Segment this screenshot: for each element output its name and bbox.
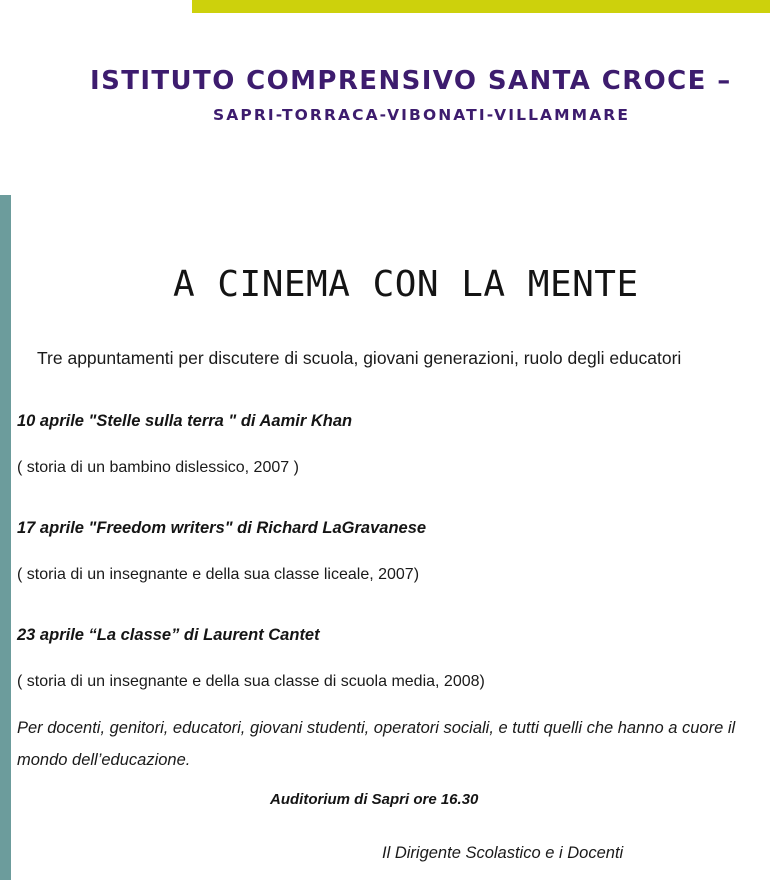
audience-note: Per docenti, genitori, educatori, giovani studenti, operatori sociali, e tutti quelli che hanno a cuore il mondo dell’educazione. [17,719,736,769]
screening-1-description: ( storia di un bambino dislessico, 2007 ) [17,459,299,476]
side-accent-bar [0,195,11,880]
screening-3-description: ( storia di un insegnante e della sua classe di scuola media, 2008) [17,673,485,690]
school-name-text: ISTITUTO COMPRENSIVO SANTA CROCE – [90,66,732,96]
screening-3-title: 23 aprile “La classe” di Laurent Cantet [17,626,320,644]
top-accent-bar [192,0,770,13]
venue-time: Auditorium di Sapri ore 16.30 [270,791,479,808]
screening-2-description: ( storia di un insegnante e della sua classe liceale, 2007) [17,566,420,583]
screening-2-title: 17 aprile "Freedom writers" di Richard LaGravanese [17,519,427,537]
event-subtitle: Tre appuntamenti per discutere di scuola, giovani generazioni, ruolo degli educatori [37,348,682,368]
school-towns-heading: SAPRI-TORRACA-VIBONATI-VILLAMMARE [213,106,631,124]
screening-1-title: 10 aprile "Stelle sulla terra " di Aamir Khan [17,412,353,430]
signature: Il Dirigente Scolastico e i Docenti [382,844,624,862]
event-title: A CINEMA CON LA MENTE [173,264,639,305]
